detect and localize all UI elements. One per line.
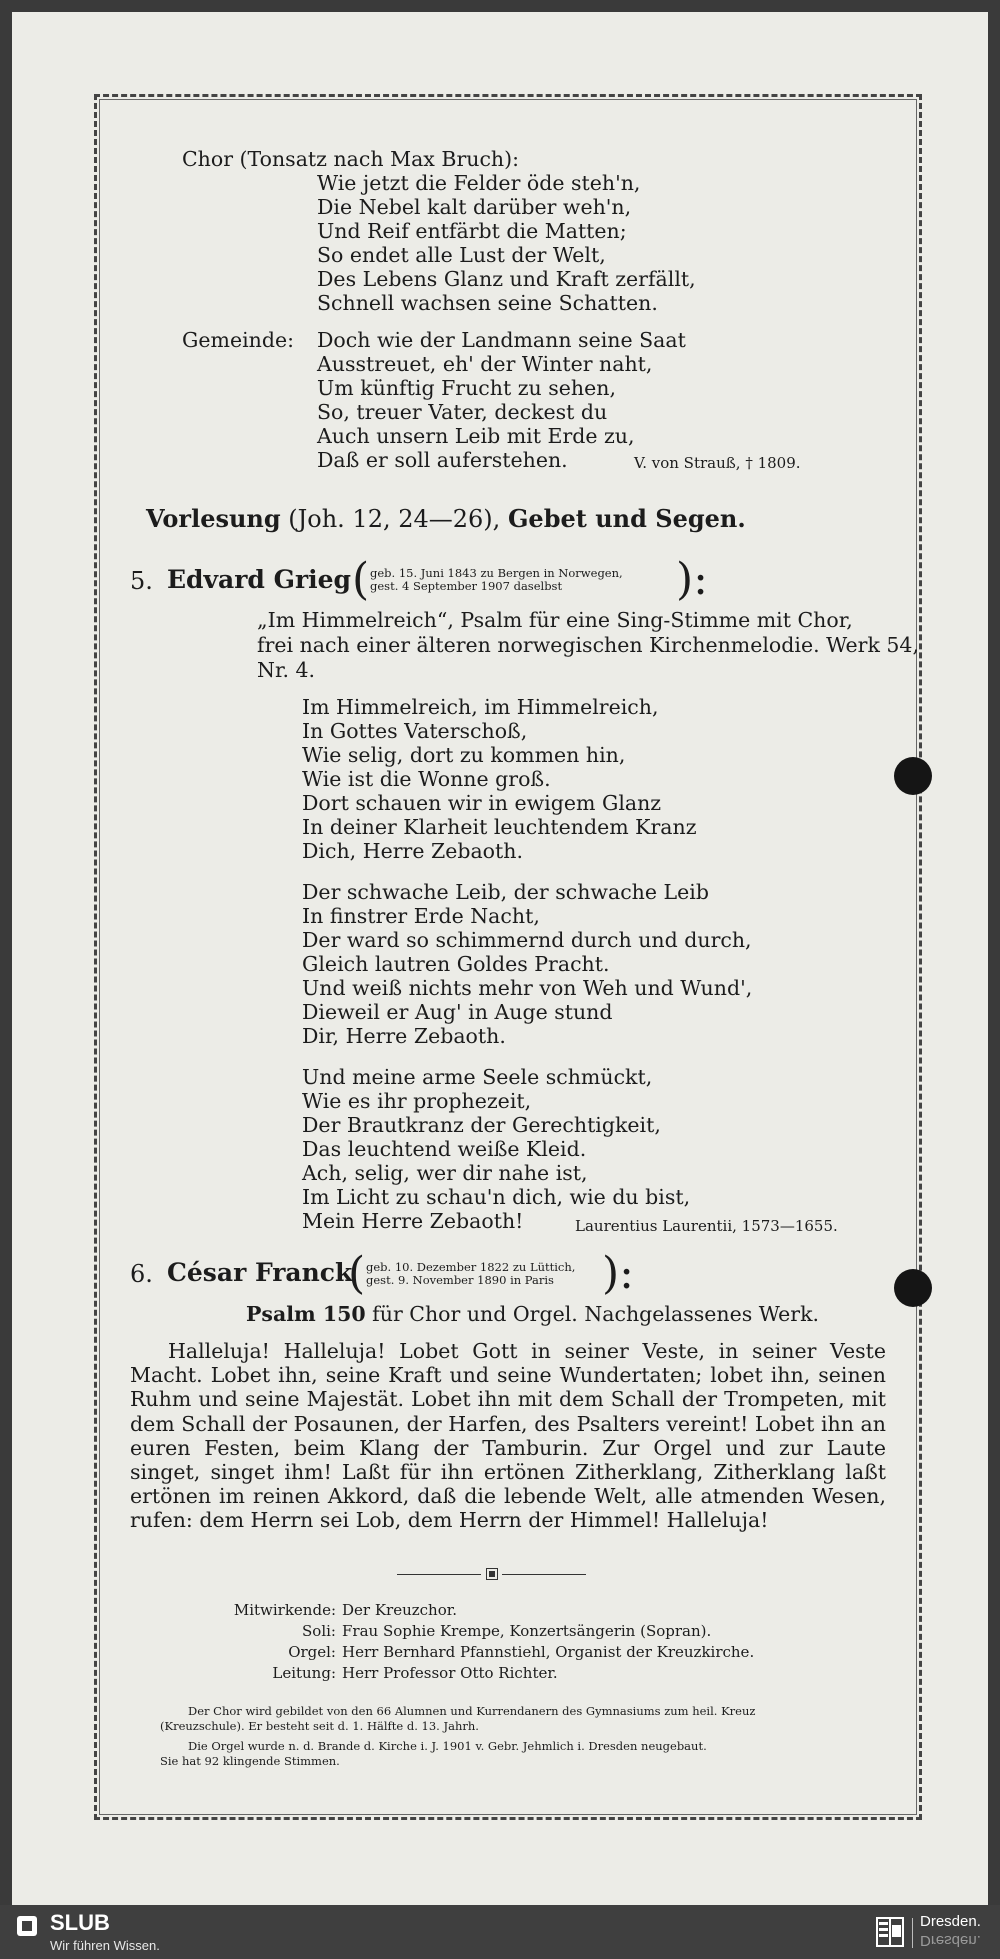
verse-line: Um künftig Frucht zu sehen, [317,376,616,400]
verse-line: Auch unsern Leib mit Erde zu, [317,424,635,448]
hymn-author: V. von Strauß, † 1809. [634,454,801,472]
verse-line: Dir, Herre Zebaoth. [302,1024,506,1048]
verse-line: Wie selig, dort zu kommen hin, [302,743,626,767]
brace-close: ): [676,554,708,605]
note-line: Sie hat 92 klingende Stimmen. [160,1754,340,1768]
verse-line: Wie jetzt die Felder öde steh'n, [317,171,641,195]
composer-lifedates [370,567,623,593]
verse-line: Gleich lautren Goldes Pracht. [302,952,610,976]
brace-close: ): [602,1248,634,1299]
credit-value: Der Kreuzchor. [342,1601,458,1619]
vorlesung-heading [146,504,746,534]
verse-line: Wie ist die Wonne groß. [302,767,551,791]
work-rest: für Chor und Orgel. Nachgelassenes Werk. [365,1302,820,1326]
dresden-coat-of-arms-icon [876,1917,904,1947]
slub-tagline: Wir führen Wissen. [50,1938,160,1953]
verse-line: Ausstreuet, eh' der Winter naht, [317,352,653,376]
verse-line: Doch wie der Landmann seine Saat [317,328,686,352]
verse-line: In Gottes Vaterschoß, [302,719,528,743]
verse-line: Und weiß nichts mehr von Weh und Wund', [302,976,753,1000]
note-line: Die Orgel wurde n. d. Brande d. Kirche i. J. 1901 v. Gebr. Jehmlich i. Dresden neugebaut. [188,1739,707,1753]
credit-label: Leitung: [272,1664,336,1682]
credit-value: Herr Bernhard Pfannstiehl, Organist der Kreuzkirche. [342,1643,755,1661]
slub-brand[interactable]: SLUB [50,1910,110,1935]
work-description: Nr. 4. [257,658,316,682]
verse-line: Das leuchtend weiße Kleid. [302,1137,587,1161]
verse-line: Dieweil er Aug' in Auge stund [302,1000,613,1024]
vorlesung-ref: (Joh. 12, 24—26), [280,505,508,533]
birth-line: geb. 10. Dezember 1822 zu Lüttich, [366,1260,576,1274]
note-line: (Kreuzschule). Er besteht seit d. 1. Hälfte d. 13. Jahrh. [160,1719,479,1733]
item-number: 5. [130,567,153,595]
verse-line: Der ward so schimmernd durch und durch, [302,928,752,952]
punch-hole [894,1269,932,1307]
verse-line: Ach, selig, wer dir nahe ist, [302,1161,588,1185]
death-line: gest. 4 September 1907 daselbst [370,579,563,593]
work-description [246,1302,819,1326]
work-description: „Im Himmelreich“, Psalm für eine Sing-Stimme mit Chor, [257,608,853,632]
verse-line: Dort schauen wir in ewigem Glanz [302,791,662,815]
verse-line: Daß er soll auferstehen. [317,448,568,472]
footer-divider [912,1918,913,1948]
item-number: 6. [130,1260,153,1288]
work-description: frei nach einer älteren norwegischen Kirchenmelodie. Werk 54, [257,633,919,657]
dresden-wordmark[interactable]: Dresden. [920,1913,981,1930]
credit-value: Herr Professor Otto Richter. [342,1664,558,1682]
credit-value: Frau Sophie Krempe, Konzertsängerin (Sopran). [342,1622,712,1640]
composer-lifedates [366,1261,575,1287]
verse-line: Des Lebens Glanz und Kraft zerfällt, [317,267,696,291]
verse-line: Schnell wachsen seine Schatten. [317,291,658,315]
gebet-segen: Gebet und Segen. [507,504,746,533]
dresden-wordmark-reflection: Dresden. [920,1932,981,1949]
verse-line: Dich, Herre Zebaoth. [302,839,523,863]
chor-label: Chor (Tonsatz nach Max Bruch): [182,147,520,171]
credit-label: Soli: [302,1622,336,1640]
slub-logo-icon [14,1913,40,1939]
work-title: Psalm 150 [246,1302,366,1326]
vorlesung-word: Vorlesung [146,504,281,533]
composer-name: César Franck [167,1258,353,1287]
verse-line: So, treuer Vater, deckest du [317,400,608,424]
verse-line: Mein Herre Zebaoth! [302,1209,524,1233]
brace-open: ( [348,1248,366,1299]
verse-line: Wie es ihr prophezeit, [302,1089,532,1113]
credit-label: Mitwirkende: [233,1601,336,1619]
verse-line: Und meine arme Seele schmückt, [302,1065,653,1089]
footer-bar [0,1905,1000,1959]
death-line: gest. 9. November 1890 in Paris [366,1273,554,1287]
punch-hole [894,757,932,795]
verse-line: Der schwache Leib, der schwache Leib [302,880,709,904]
brace-open: ( [352,554,370,605]
composer-name: Edvard Grieg [167,565,352,594]
verse-line: Der Brautkranz der Gerechtigkeit, [302,1113,661,1137]
program-page [12,12,988,1905]
birth-line: geb. 15. Juni 1843 zu Bergen in Norwegen, [370,566,623,580]
gemeinde-label: Gemeinde: [182,328,294,352]
verse-line: In deiner Klarheit leuchtendem Kranz [302,815,697,839]
note-line: Der Chor wird gebildet von den 66 Alumnen und Kurrendanern des Gymnasiums zum heil. Kreuz [188,1704,756,1718]
hymn-author: Laurentius Laurentii, 1573—1655. [575,1217,838,1235]
verse-line: Im Licht zu schau'n dich, wie du bist, [302,1185,691,1209]
psalm-text: Halleluja! Halleluja! Lobet Gott in seiner Veste, in seiner Veste Macht. Lobet ihn, seine Kraft und seine Wundertaten; lobet ihn, seinen Ruhm und seine Majestät. Lobet ihn mit dem Schall der Trompeten, mit dem Schall der Posaunen, der Harfen, des Psalters vereint! Lobet ihn an euren Festen, beim Klang der Tamburin. Zur Orgel und zur Laute singet, singet ihm! Laßt für ihn ertönen Zitherklang, Zitherklang laßt ertönen im reinen Akkord, daß die lebende Welt, alle atmenden Wesen, rufen: dem Herrn sei Lob, dem Herrn der Himmel! Halleluja! [130,1339,886,1533]
credit-label: Orgel: [288,1643,336,1661]
verse-line: Die Nebel kalt darüber weh'n, [317,195,632,219]
verse-line: Und Reif entfärbt die Matten; [317,219,627,243]
verse-line: Im Himmelreich, im Himmelreich, [302,695,659,719]
verse-line: So endet alle Lust der Welt, [317,243,606,267]
verse-line: In finstrer Erde Nacht, [302,904,540,928]
